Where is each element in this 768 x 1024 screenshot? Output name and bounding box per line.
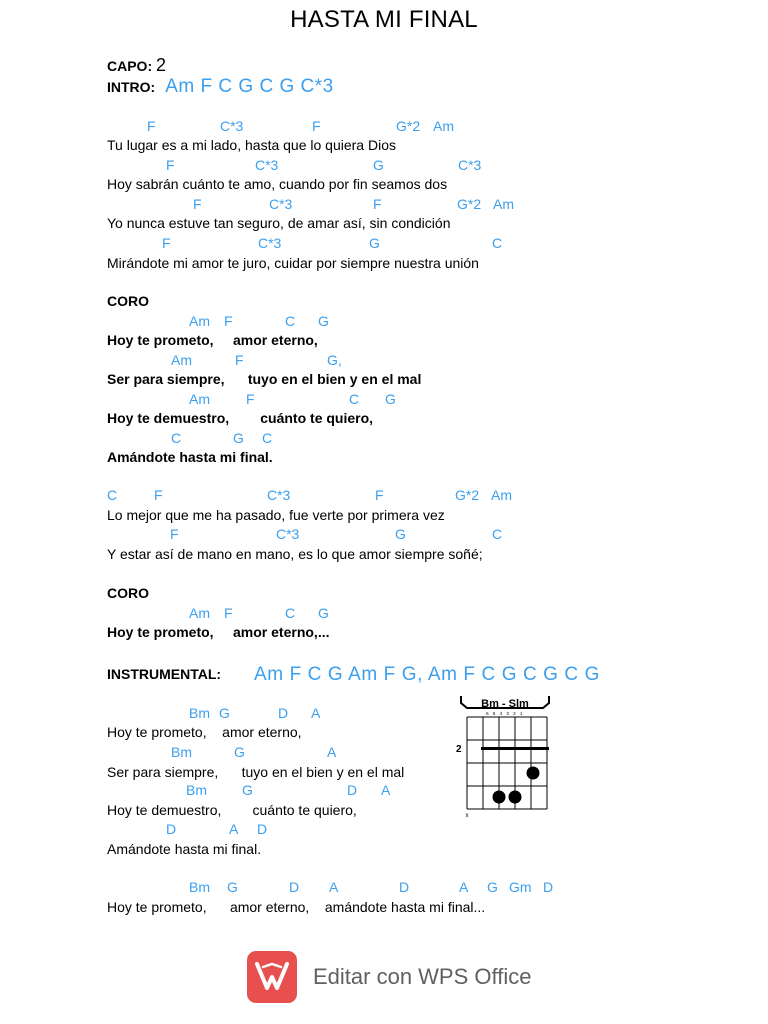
chord: F xyxy=(373,196,382,212)
chord: F xyxy=(147,118,156,134)
chord: D xyxy=(257,821,268,837)
chord: C xyxy=(285,605,296,621)
coro-label: CORO xyxy=(107,585,149,601)
diagram-frets xyxy=(467,717,547,809)
chord: Am xyxy=(491,487,512,503)
chord: D xyxy=(278,705,289,721)
chord: D xyxy=(347,782,358,798)
chord: F xyxy=(166,157,175,173)
chord: A xyxy=(311,705,321,721)
chord: F xyxy=(246,391,255,407)
chord: G*2 xyxy=(455,487,480,503)
lyric-line: Ser para siempre, tuyo en el bien y en el mal xyxy=(107,764,405,780)
intro-label: INTRO: xyxy=(107,79,156,95)
chord: C*3 xyxy=(269,196,293,212)
chord: Am xyxy=(171,352,192,368)
diagram-finger-dot xyxy=(527,767,540,780)
chord: C xyxy=(492,526,503,542)
chord: G*2 xyxy=(396,118,421,134)
chord: C xyxy=(171,430,182,446)
chord: G xyxy=(227,879,238,895)
lyric-line: Hoy te prometo, amor eterno, amándote hasta mi final... xyxy=(107,899,486,915)
song-title: HASTA MI FINAL xyxy=(290,6,478,33)
chord: Am xyxy=(189,313,210,329)
lyric-line: Hoy te prometo, amor eterno, xyxy=(107,332,318,348)
chord: C*3 xyxy=(220,118,244,134)
chord-diagram xyxy=(453,694,558,819)
chord: C*3 xyxy=(276,526,300,542)
chord: G xyxy=(233,430,244,446)
chord: C xyxy=(285,313,296,329)
chord: G xyxy=(395,526,406,542)
lyric-line: Yo nunca estuve tan seguro, de amar así, sin condición xyxy=(107,215,451,231)
chord: G xyxy=(487,879,498,895)
chord: Gm xyxy=(509,879,532,895)
chord: G xyxy=(242,782,253,798)
lyric-line: Amándote hasta mi final. xyxy=(107,841,262,857)
chord: C*3 xyxy=(267,487,291,503)
chord: C*3 xyxy=(258,235,282,251)
chord: C*3 xyxy=(458,157,482,173)
chord: G xyxy=(373,157,384,173)
chord: F xyxy=(235,352,244,368)
lyric-line: Hoy sabrán cuánto te amo, cuando por fin seamos dos xyxy=(107,176,448,192)
wps-edit-text[interactable]: Editar con WPS Office xyxy=(313,964,532,989)
chord: F xyxy=(170,526,179,542)
lyric-line: Lo mejor que me ha pasado, fue verte por primera vez xyxy=(107,507,445,523)
chord: G xyxy=(369,235,380,251)
lyric-line: Hoy te demuestro, cuánto te quiero, xyxy=(107,802,357,818)
chord: G xyxy=(318,605,329,621)
chord: Bm xyxy=(171,744,192,760)
lyric-line: Hoy te prometo, amor eterno,... xyxy=(107,624,330,640)
capo-label: CAPO: xyxy=(107,58,153,74)
chord: F xyxy=(162,235,171,251)
chord: Bm xyxy=(189,879,210,895)
chord: Am xyxy=(189,605,210,621)
diagram-muted-mark: x xyxy=(465,813,469,819)
chord: F xyxy=(375,487,384,503)
diagram-finger-dot xyxy=(493,791,506,804)
lyric-line: Y estar así de mano en mano, es lo que amor siempre soñé; xyxy=(107,546,483,562)
capo-line xyxy=(107,55,166,76)
chord: C xyxy=(349,391,360,407)
chord: F xyxy=(224,313,233,329)
chord: A xyxy=(381,782,391,798)
chord: Bm xyxy=(186,782,207,798)
capo-value: 2 xyxy=(156,55,167,75)
chord: G xyxy=(234,744,245,760)
diagram-fret-number: 2 xyxy=(456,744,462,755)
chord: G xyxy=(385,391,396,407)
chord: C xyxy=(107,487,118,503)
instrumental-chords: Am F C G Am F G, Am F C G C G C G xyxy=(254,664,600,685)
chord: D xyxy=(166,821,177,837)
chord: F xyxy=(193,196,202,212)
diagram-barre xyxy=(481,747,549,750)
instrumental-label: INSTRUMENTAL: xyxy=(107,666,222,682)
chord: G xyxy=(219,705,230,721)
chord: D xyxy=(399,879,410,895)
lyric-line: Hoy te prometo, amor eterno, xyxy=(107,724,302,740)
coro-label: CORO xyxy=(107,293,149,309)
lyric-line: Tu lugar es a mi lado, hasta que lo quiera Dios xyxy=(107,137,396,153)
chord: Bm xyxy=(189,705,210,721)
chord: A xyxy=(229,821,239,837)
chord: G, xyxy=(327,352,342,368)
chord: A xyxy=(327,744,337,760)
chord: F xyxy=(154,487,163,503)
chord: Am xyxy=(493,196,514,212)
diagram-chord-name: Bm - Slm xyxy=(481,698,529,710)
chord: A xyxy=(459,879,469,895)
chord: D xyxy=(289,879,300,895)
chord: Am xyxy=(433,118,454,134)
chord: Am xyxy=(189,391,210,407)
chord: F xyxy=(224,605,233,621)
lyric-line: Hoy te demuestro, cuánto te quiero, xyxy=(107,410,374,426)
diagram-finger-dot xyxy=(509,791,522,804)
chord: C xyxy=(262,430,273,446)
intro-chords: Am F C G C G C*3 xyxy=(165,76,334,97)
diagram-string-numbers: 6 5 4 3 2 1 xyxy=(486,711,524,716)
wps-logo-icon xyxy=(247,951,297,1003)
chord: A xyxy=(329,879,339,895)
chord: G xyxy=(318,313,329,329)
lyric-line: Ser para siempre, tuyo en el bien y en el mal xyxy=(107,371,422,387)
instrumental-line xyxy=(107,664,600,685)
chord: C*3 xyxy=(255,157,279,173)
wps-edit-link[interactable] xyxy=(247,951,547,1003)
chord: D xyxy=(543,879,554,895)
chord: C xyxy=(492,235,503,251)
chord: F xyxy=(312,118,321,134)
lyric-line: Amándote hasta mi final. xyxy=(107,449,273,465)
lyric-line: Mirándote mi amor te juro, cuidar por siempre nuestra unión xyxy=(107,255,479,271)
intro-line xyxy=(107,76,334,98)
chord: G*2 xyxy=(457,196,482,212)
